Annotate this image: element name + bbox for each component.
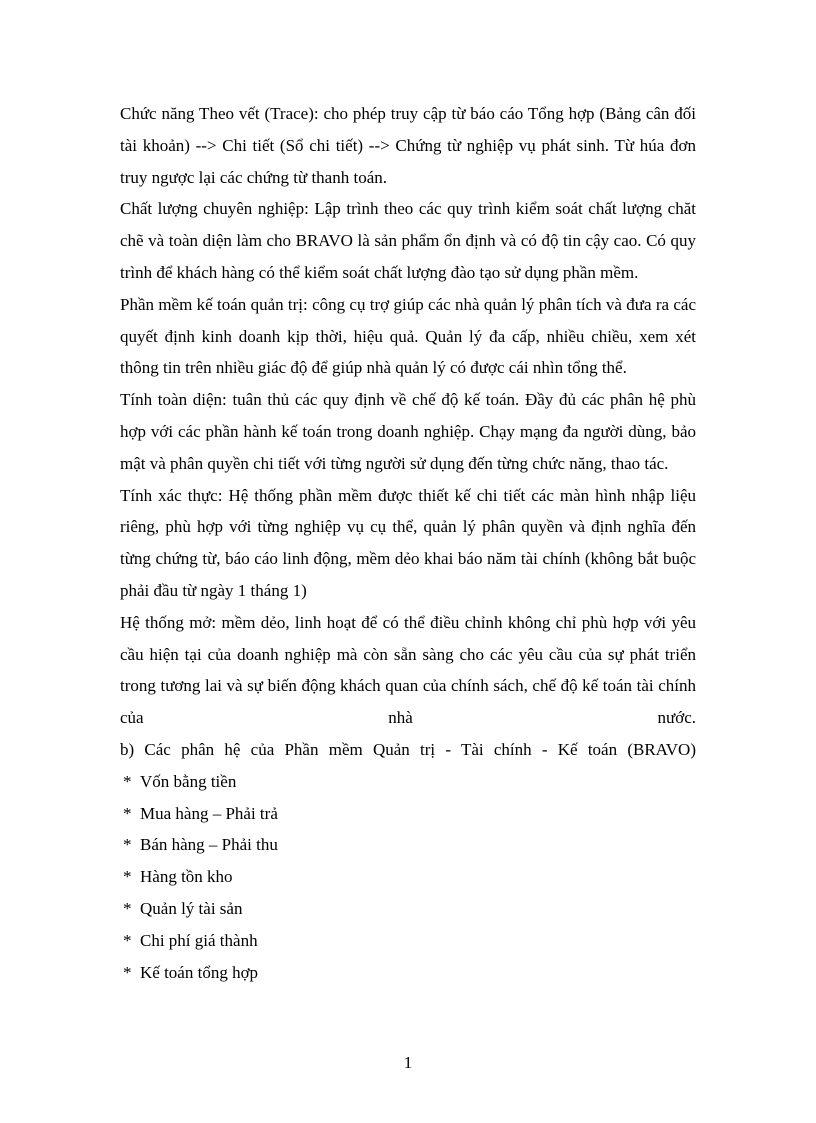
list-item: [120, 829, 696, 861]
list-item-label: Mua hàng – Phải trả: [140, 803, 278, 823]
bullet-asterisk: *: [123, 835, 132, 855]
bullet-asterisk: *: [123, 771, 132, 791]
paragraph-professional-quality: Chất lượng chuyên nghiệp: Lập trình theo các quy trình kiểm soát chất lượng chăt chẽ và toàn diện làm cho BRAVO là sản phẩm ổn định và có độ tin cậy cao. Có quy trình để khách hàng có thể kiểm soát chất lượng đào tạo sử dụng phần mềm.: [120, 199, 696, 282]
document-body: [120, 98, 696, 988]
bullet-asterisk: *: [123, 898, 132, 918]
list-item-label: Kế toán tổng hợp: [140, 962, 259, 982]
list-item: [120, 766, 696, 798]
paragraph-accuracy: Tính xác thực: Hệ thống phần mềm được thiết kế chi tiết các màn hình nhập liệu riêng, phù hợp với từng nghiệp vụ cụ thể, quản lý phân quyền và định nghĩa đến từng chứng từ, báo cáo linh động, mềm dẻo khai báo năm tài chính (không bắt buộc phải đầu từ ngày 1 tháng 1): [120, 485, 696, 600]
bullet-asterisk: *: [123, 962, 132, 982]
list-item-label: Hàng tồn kho: [140, 867, 233, 887]
list-item: [120, 957, 696, 989]
bullet-asterisk: *: [123, 930, 132, 950]
paragraph-management-accounting: Phần mềm kế toán quản trị: công cụ trợ giúp các nhà quản lý phân tích và đưa ra các quyết định kinh doanh kịp thời, hiệu quả. Quản lý đa cấp, nhiều chiều, xem xét thông tin trên nhiều giác độ để giúp nhà quản lý có được cái nhìn tổng thể.: [120, 294, 696, 378]
list-item: [120, 925, 696, 957]
bullet-asterisk: *: [123, 867, 132, 887]
paragraph-comprehensiveness: Tính toàn diện: tuân thủ các quy định về chế độ kế toán. Đầy đủ các phân hệ phù hợp với các phần hành kế toán trong doanh nghiệp. Chạy mạng đa người dùng, bảo mật và phân quyền chi tiết với từng người sử dụng đến từng chức năng, thao tác.: [120, 390, 696, 473]
list-item: [120, 861, 696, 893]
paragraph-open-system: Hệ thống mở: mềm dẻo, linh hoạt để có thể điều chỉnh không chỉ phù hợp với yêu cầu hiện tại của doanh nghiệp mà còn sẵn sàng cho các yêu cầu của sự phát triển trong tương lai và sự biến động khách quan của chính sách, chế độ kế toán tài chính của nhà nước.: [120, 612, 696, 728]
section-heading-modules: b) Các phân hệ của Phần mềm Quản trị - Tài chính - Kế toán (BRAVO): [120, 739, 696, 759]
list-item: [120, 893, 696, 925]
bullet-asterisk: *: [123, 803, 132, 823]
list-item-label: Chi phí giá thành: [140, 930, 258, 950]
list-item-label: Vốn bằng tiền: [140, 771, 237, 791]
modules-list: [120, 766, 696, 989]
list-item-label: Bán hàng – Phải thu: [140, 835, 278, 855]
paragraph-trace-function: Chức năng Theo vết (Trace): cho phép truy cập từ báo cáo Tổng hợp (Bảng cân đối tài khoản) --> Chi tiết (Sổ chi tiết) --> Chứng từ nghiệp vụ phát sinh. Từ húa đơn truy ngược lại các chứng từ thanh toán.: [120, 104, 696, 187]
page-number: 1: [403, 1053, 413, 1072]
list-item: [120, 798, 696, 830]
list-item-label: Quản lý tài sản: [140, 898, 243, 918]
